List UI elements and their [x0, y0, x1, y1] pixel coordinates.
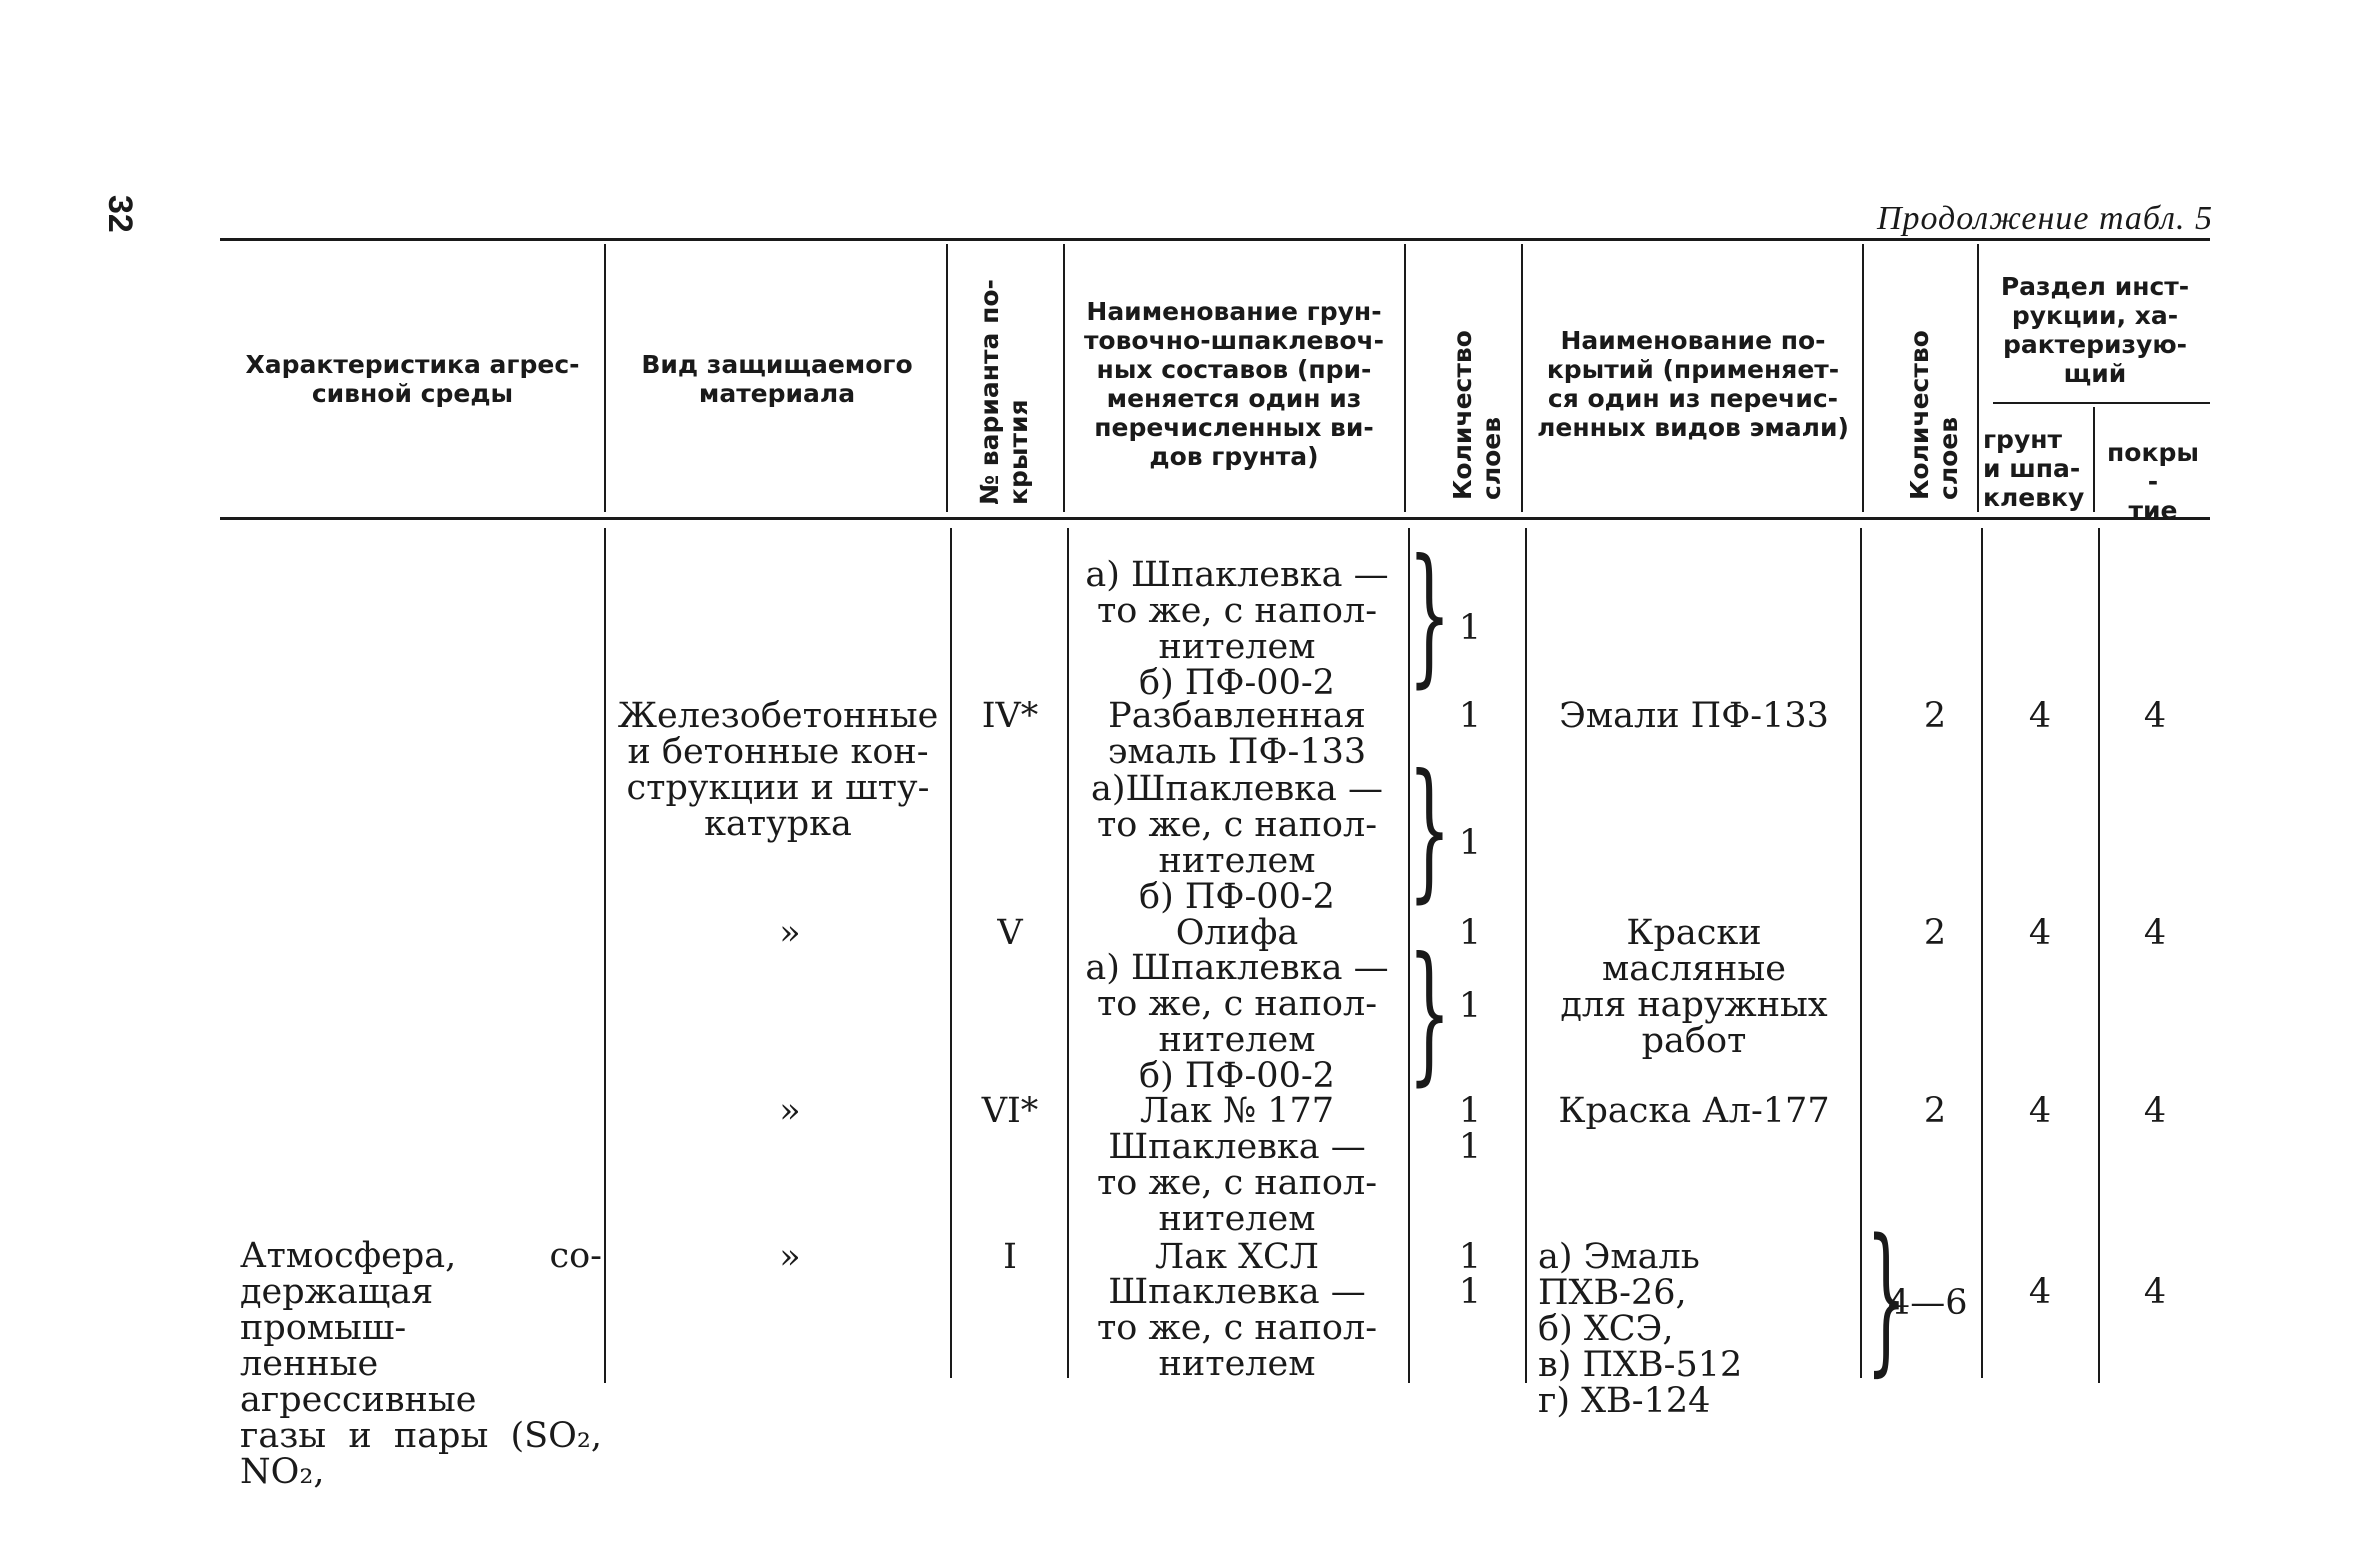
primer-layer-count: 1: [1458, 1127, 1482, 1167]
primer-block: Лак ХСЛ: [1155, 1237, 1319, 1277]
body-divider: [1860, 528, 1862, 1378]
primer-block: Шпаклевка — то же, с напол- нителем: [1096, 1272, 1378, 1384]
coating-layer-count: 2: [1923, 913, 1947, 953]
header-primer-layers: Количество слоев: [1448, 330, 1506, 500]
primer-layer-count: 1: [1458, 986, 1482, 1026]
coating-layer-count: 2: [1923, 696, 1947, 736]
environment-description: Атмосфера, со- держащая промыш- ленные агрессивные газы и пары (SO₂, NO₂,: [240, 1236, 602, 1492]
header-material: Вид защищаемого материала: [641, 350, 913, 408]
primer-block: Лак № 177: [1139, 1091, 1335, 1131]
section-coating-ref: 4: [2143, 1272, 2167, 1312]
body-divider: [1981, 528, 1983, 1378]
table-continuation-title: Продолжение табл. 5: [1876, 200, 2213, 237]
primer-block: а) Шпаклевка — то же, с напол- нителем б) ПФ-00-2: [1085, 948, 1389, 1096]
coating-name: Эмали ПФ-133: [1559, 696, 1829, 736]
material-ditto: »: [779, 913, 801, 953]
header-coating-layers: Количество слоев: [1905, 330, 1963, 500]
header-top-rule: [220, 238, 2210, 241]
primer-layer-count: 1: [1458, 1091, 1482, 1131]
primer-layer-count: 1: [1458, 913, 1482, 953]
header-divider: [1862, 244, 1864, 512]
header-environment: Характеристика агрес- сивной среды: [245, 350, 580, 408]
section-coating-ref: 4: [2143, 696, 2167, 736]
variant-number: IV*: [981, 696, 1039, 736]
section-primer-ref: 4: [2028, 1091, 2052, 1131]
coating-name: Краска Ал-177: [1558, 1091, 1830, 1131]
primer-layer-count: 1: [1458, 608, 1482, 648]
header-divider: [604, 244, 606, 512]
variant-number: VI*: [981, 1091, 1039, 1131]
header-divider: [1521, 244, 1523, 512]
primer-layer-count: 1: [1458, 1237, 1482, 1277]
header-divider: [1977, 244, 1979, 512]
primer-block: Шпаклевка — то же, с напол- нителем: [1096, 1127, 1378, 1239]
right-brace: }: [1408, 743, 1451, 917]
right-brace: }: [1408, 528, 1451, 702]
material-ditto: »: [779, 1091, 801, 1131]
right-brace: }: [1866, 1204, 1907, 1391]
header-divider: [1404, 244, 1406, 512]
variant-number: I: [1003, 1237, 1017, 1277]
body-divider: [1525, 528, 1527, 1383]
section-primer-ref: 4: [2028, 1272, 2052, 1312]
body-divider: [604, 528, 606, 1383]
section-coating-ref: 4: [2143, 913, 2167, 953]
material-row-1: Железобетонные и бетонные кон- струкции и шту- катурка: [617, 696, 939, 844]
primer-block: а) Шпаклевка — то же, с напол- нителем б) ПФ-00-2: [1085, 555, 1389, 703]
header-section-coating: покры - тие: [2107, 438, 2199, 525]
section-primer-ref: 4: [2028, 913, 2052, 953]
primer-block: а)Шпаклевка — то же, с напол- нителем б) ПФ-00-2: [1090, 769, 1384, 917]
header-divider: [946, 244, 948, 512]
header-section-primer: грунт и шпа- клевку: [1983, 425, 2085, 512]
header-divider: [2093, 407, 2095, 512]
body-divider: [1067, 528, 1069, 1378]
variant-number: V: [997, 913, 1023, 953]
body-divider: [950, 528, 952, 1378]
primer-layer-count: 1: [1458, 823, 1482, 863]
primer-block: Олифа: [1175, 913, 1299, 953]
primer-block: Разбавленная эмаль ПФ-133: [1107, 696, 1367, 772]
section-coating-ref: 4: [2143, 1091, 2167, 1131]
page-number: 32: [101, 195, 139, 233]
header-coating-name: Наименование по- крытий (применяет- ся один из перечис- ленных видов эмали): [1537, 326, 1849, 442]
material-ditto: »: [779, 1237, 801, 1277]
body-divider: [2098, 528, 2100, 1383]
coating-layer-count: 4—6: [1888, 1283, 1968, 1323]
coating-name: Краски масляные для наружных работ: [1560, 913, 1828, 1061]
header-bottom-rule: [220, 517, 2210, 520]
header-instruction-section: Раздел инст- рукции, ха- рактеризую- щий: [2000, 272, 2190, 388]
section-primer-ref: 4: [2028, 696, 2052, 736]
header-variant-number: № варианта по- крытия: [975, 279, 1033, 505]
right-brace: }: [1408, 926, 1451, 1100]
primer-layer-count: 1: [1458, 696, 1482, 736]
primer-layer-count: 1: [1458, 1272, 1482, 1312]
coating-name: а) Эмаль ПХВ-26, б) ХСЭ, в) ПХВ-512 г) ХВ-124: [1538, 1237, 1743, 1421]
section-subheader-rule: [1993, 402, 2210, 404]
header-divider: [1063, 244, 1065, 512]
header-primer-name: Наименование грун- товочно-шпаклевоч- ных составов (при- меняется один из перечисленных ви- дов грунта): [1083, 297, 1385, 471]
coating-layer-count: 2: [1923, 1091, 1947, 1131]
